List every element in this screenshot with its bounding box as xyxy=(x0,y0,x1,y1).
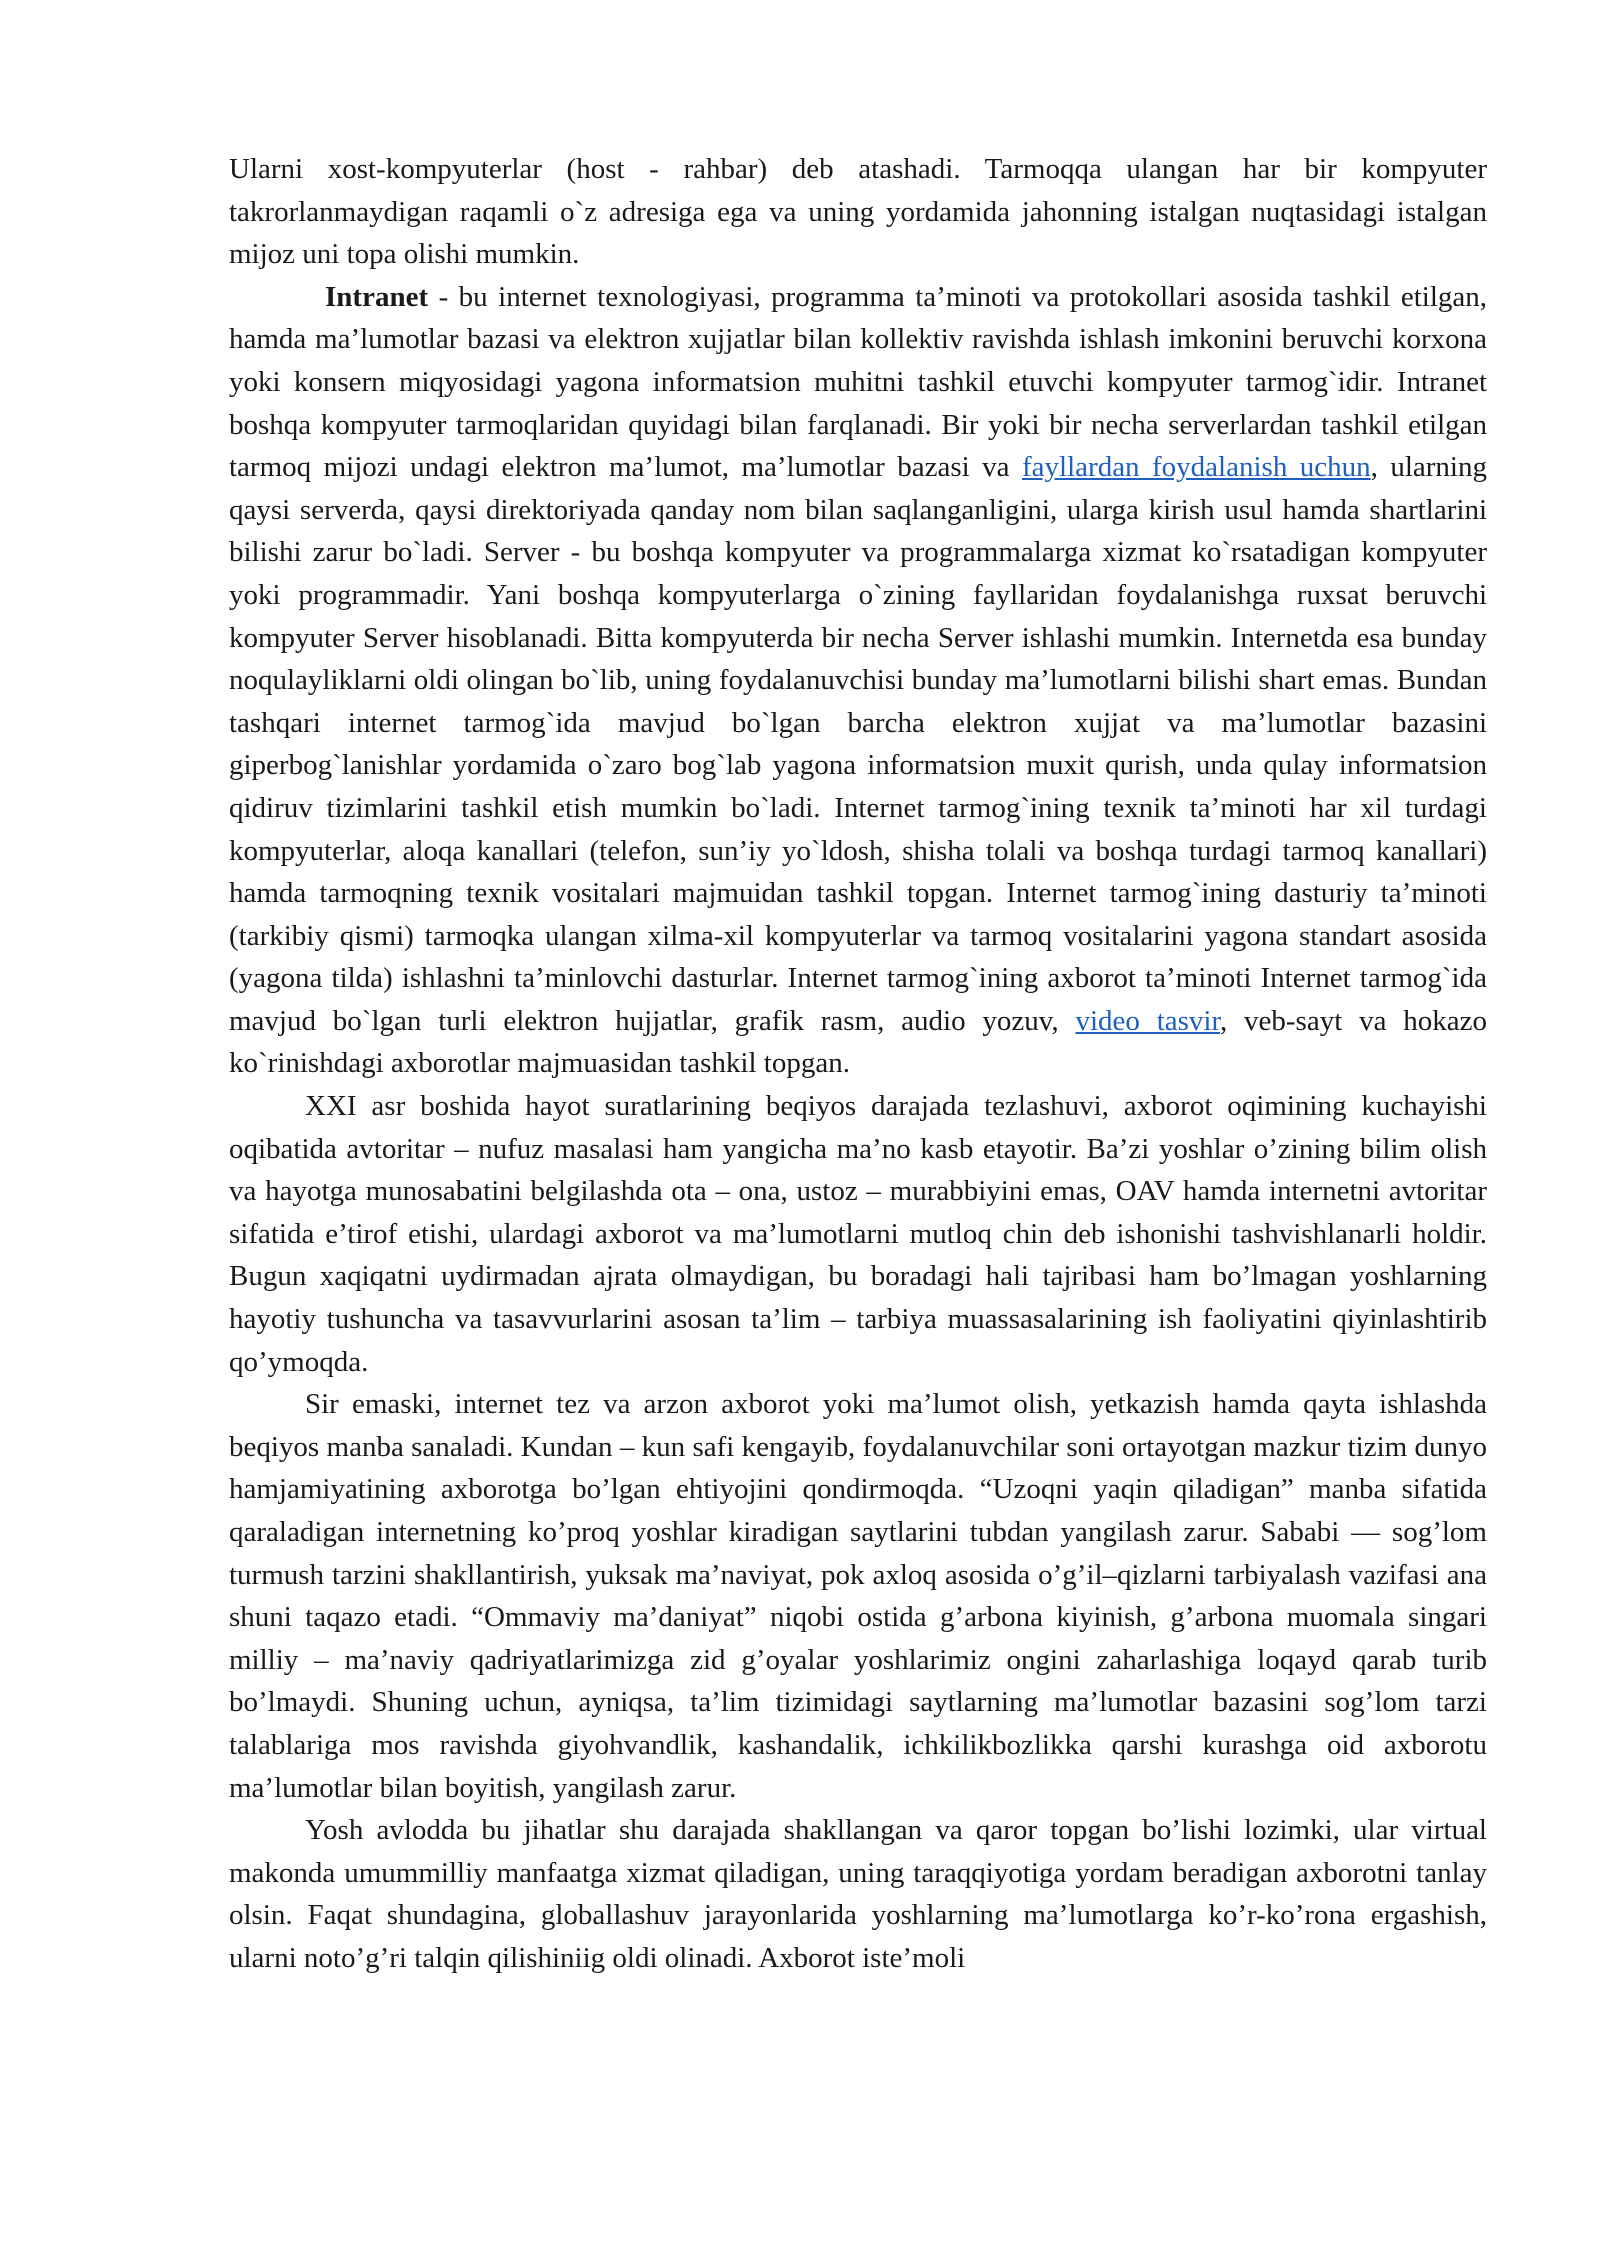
paragraph-sir-emaski: Sir emaski, internet tez va arzon axborot yoki ma’lumot olish, yetkazish hamda qayta ishlashda beqiyos manba sanaladi. Kundan – kun safi kengayib, foydalanuvchilar soni ortayotgan mazkur tizim dunyo hamjamiyatining axborotga bo’lgan ehtiyojini qondirmoqda. “Uzoqni yaqin qiladigan” manba sifatida qaraladigan internetning ko’proq yoshlar kiradigan saytlarini tubdan yangilash zarur. Sababi — sog’lom turmush tarzini shakllantirish, yuksak ma’naviyat, pok axloq asosida o’g’il–qizlarni tarbiyalash vazifasi ana shuni taqazo etadi. “Ommaviy ma’daniyat” niqobi ostida g’arbona kiyinish, g’arbona muomala singari milliy – ma’naviy qadriyatlarimizga zid g’oyalar yoshlarimiz ongini zaharlashiga loqayd qarab turib bo’lmaydi. Shuning uchun, ayniqsa, ta’lim tizimidagi saytlarning ma’lumotlar bazasini sog’lom tarzi talablariga mos ravishda giyohvandlik, kashandalik, ichkilikbozlikka qarshi kurashga oid axborotu ma’lumotlar bilan boyitish, yangilash zarur. xyxy=(229,1388,1487,1804)
link-fayllardan-foydalanish[interactable]: fayllardan foydalanish uchun xyxy=(1022,451,1371,484)
paragraph-yosh-avlodda: Yosh avlodda bu jihatlar shu darajada shakllangan va qaror topgan bo’lishi lozimki, ular virtual makonda umummilliy manfaatga xizmat qiladigan, uning taraqqiyotiga yordam beradigan axborotni tanlay olsin. Faqat shundagina, globallashuv jarayonlarida yoshlarning ma’lumotlarga ko’r-ko’rona ergashish, ularni noto’g’ri talqin qilishiniig oldi olinadi. Axborot iste’moli xyxy=(229,1814,1487,1974)
paragraph-xxi-asr: XXI asr boshida hayot suratlarining beqiyos darajada tezlashuvi, axborot oqimining kuchayishi oqibatida avtoritar – nufuz masalasi ham yangicha ma’no kasb etayotir. Ba’zi yoshlar o’zining bilim olish va hayotga munosabatini belgilashda ota – ona, ustoz – murabbiyini emas, OAV hamda internetni avtoritar sifatida e’tirof etishi, ulardagi axborot va ma’lumotlarni mutloq chin deb ishonishi tashvishlanarli holdir. Bugun xaqiqatni uydirmadan ajrata olmaydigan, bu boradagi hali tajribasi ham bo’lmagan yoshlarning hayotiy tushuncha va tasavvurlarini asosan ta’lim – tarbiya muassasalarining ish faoliyatini qiyinlashtirib qo’ymoqda. xyxy=(229,1090,1487,1378)
paragraph-intranet-part-b: , ularning qaysi serverda, qaysi direktoriyada qanday nom bilan saqlanganligini, ularga kirish usul hamda shartlarini bilishi zarur bo`ladi. Server - bu boshqa kompyuter va programmalarga xizmat ko`rsatadigan kompyuter yoki programmadir. Yani boshqa kompyuterlarga o`zining fayllaridan foydalanishga ruxsat beruvchi kompyuter Server hisoblanadi. Bitta kompyuterda bir necha Server ishlashi mumkin. Internetda esa bunday noqulayliklarni oldi olingan bo`lib, uning foydalanuvchisi bunday ma’lumotlarni bilishi shart emas. Bundan tashqari internet tarmog`ida mavjud bo`lgan barcha elektron xujjat va ma’lumotlar bazasini giperbog`lanishlar yordamida o`zaro bog`lab yagona informatsion muxit qurish, unda qulay informatsion qidiruv tizimlarini tashkil etish mumkin bo`ladi. Internet tarmog`ining texnik ta’minoti har xil turdagi kompyuterlar, aloqa kanallari (telefon, sun’iy yo`ldosh, shisha tolali va boshqa turdagi tarmoq kanallari) hamda tarmoqning texnik vositalari majmuidan tashkil topgan. Internet tarmog`ining dasturiy ta’minoti (tarkibiy qismi) tarmoqka ulangan xilma-xil kompyuterlar va tarmoq vositalarini yagona standart asosida (yagona tilda) ishlashni ta’minlovchi dasturlar. Internet tarmog`ining axborot ta’minoti Internet tarmog`ida mavjud bo`lgan turli elektron hujjatlar, grafik rasm, audio yozuv, xyxy=(229,451,1487,1037)
document-page xyxy=(229,148,1487,1980)
intranet-term: Intranet xyxy=(325,280,429,313)
link-video-tasvir[interactable]: video tasvir xyxy=(1075,1004,1220,1037)
paragraph-intranet-part-a: - bu internet texnologiyasi, programma ta’minoti va protokollari asosida tashkil etilgan, hamda ma’lumotlar bazasi va elektron xujjatlar bilan kollektiv ravishda ishlash imkonini beruvchi korxona yoki konsern miqyosidagi yagona informatsion muhitni tashkil etuvchi kompyuter tarmog`idir. Intranet boshqa kompyuter tarmoqlaridan quyidagi bilan farqlanadi. Bir yoki bir necha serverlardan tashkil etilgan tarmoq mijozi undagi elektron ma’lumot, ma’lumotlar bazasi va xyxy=(229,280,1487,484)
paragraph-intranet-part-c: , veb-sayt va hokazo ko`rinishdagi axborotlar majmuasidan tashkil topgan. xyxy=(229,1004,1488,1080)
paragraph-intranet xyxy=(229,276,1487,1085)
paragraph-1: Ularni xost-kompyuterlar (host - rahbar) deb atashadi. Tarmoqqa ulangan har bir kompyuter takrorlanmaydigan raqamli o`z adresiga ega va uning yordamida jahonning istalgan nuqtasidagi istalgan mijoz uni topa olishi mumkin. xyxy=(229,153,1487,271)
